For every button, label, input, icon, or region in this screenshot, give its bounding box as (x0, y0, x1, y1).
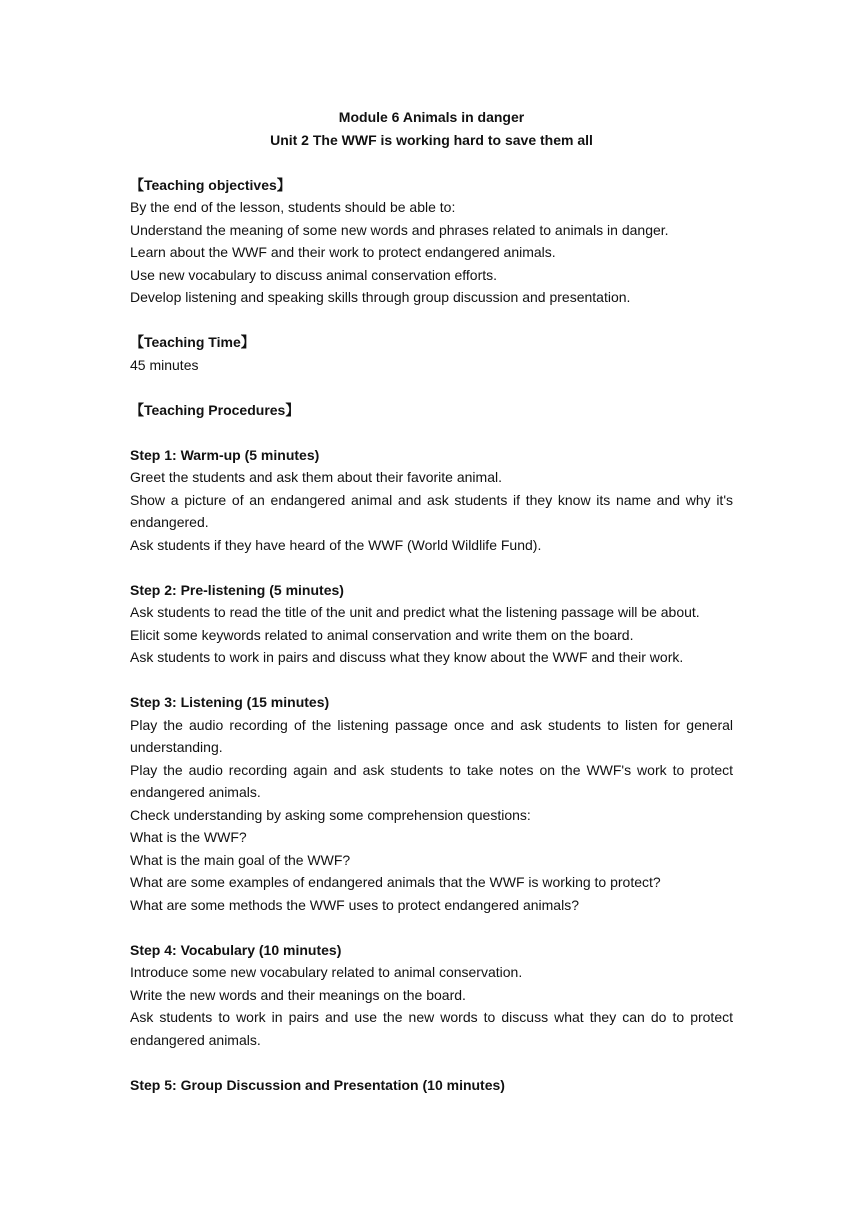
step-line: Play the audio recording again and ask students to take notes on the WWF's work to protect endangered animals. (130, 761, 733, 800)
spacer (130, 916, 733, 939)
step-line: Ask students to work in pairs and use the new words to discuss what they can do to protect endangered animals. (130, 1009, 733, 1048)
objectives-heading: 【Teaching objectives】 (130, 176, 291, 193)
step-line: Ask students if they have heard of the WWF (World Wildlife Fund). (130, 536, 542, 553)
objectives-intro: By the end of the lesson, students should be able to: (130, 199, 456, 215)
document-subtitle: Unit 2 The WWF is working hard to save them all (270, 131, 593, 148)
spacer (130, 1051, 733, 1074)
spacer (130, 669, 733, 692)
objective-item: Develop listening and speaking skills through group discussion and presentation. (130, 289, 631, 305)
step-title: Step 4: Vocabulary (10 minutes) (130, 941, 342, 958)
procedures-heading: 【Teaching Procedures】 (130, 401, 300, 418)
document-title: Module 6 Animals in danger (338, 109, 525, 125)
step-line: Introduce some new vocabulary related to animal conservation. (130, 964, 523, 980)
step-title: Step 5: Group Discussion and Presentation (10 minutes) (130, 1076, 505, 1093)
comprehension-question: What are some examples of endangered animals that the WWF is working to protect? (130, 874, 661, 890)
teaching-time-value: 45 minutes (130, 356, 199, 373)
comprehension-question: What is the WWF? (130, 829, 247, 845)
spacer (130, 309, 733, 332)
step-line: Elicit some keywords related to animal conservation and write them on the board. (130, 626, 634, 643)
objective-item: Learn about the WWF and their work to protect endangered animals. (130, 244, 556, 260)
step-title: Step 3: Listening (15 minutes) (130, 694, 330, 710)
comprehension-question: What are some methods the WWF uses to protect endangered animals? (130, 896, 579, 913)
step-line: Show a picture of an endangered animal and ask students if they know its name and why it's endangered. (130, 491, 733, 530)
step-line: Write the new words and their meanings on the board. (130, 986, 466, 1003)
spacer (130, 421, 733, 444)
objective-item: Understand the meaning of some new words and phrases related to animals in danger. (130, 221, 669, 238)
step-line: Play the audio recording of the listening passage once and ask students to listen for general understanding. (130, 716, 733, 755)
spacer (130, 556, 733, 579)
document-page (130, 106, 733, 1096)
teaching-time-heading: 【Teaching Time】 (130, 334, 255, 350)
step-line: Check understanding by asking some comprehension questions: (130, 806, 531, 823)
step-line: Ask students to read the title of the unit and predict what the listening passage will be about. (130, 604, 700, 620)
step-title: Step 1: Warm-up (5 minutes) (130, 446, 320, 463)
step-title: Step 2: Pre-listening (5 minutes) (130, 581, 344, 598)
step-line: Ask students to work in pairs and discuss what they know about the WWF and their work. (130, 649, 684, 665)
spacer (130, 376, 733, 399)
step-line: Greet the students and ask them about their favorite animal. (130, 469, 502, 485)
objective-item: Use new vocabulary to discuss animal conservation efforts. (130, 266, 498, 283)
spacer (130, 151, 733, 174)
comprehension-question: What is the main goal of the WWF? (130, 851, 351, 868)
